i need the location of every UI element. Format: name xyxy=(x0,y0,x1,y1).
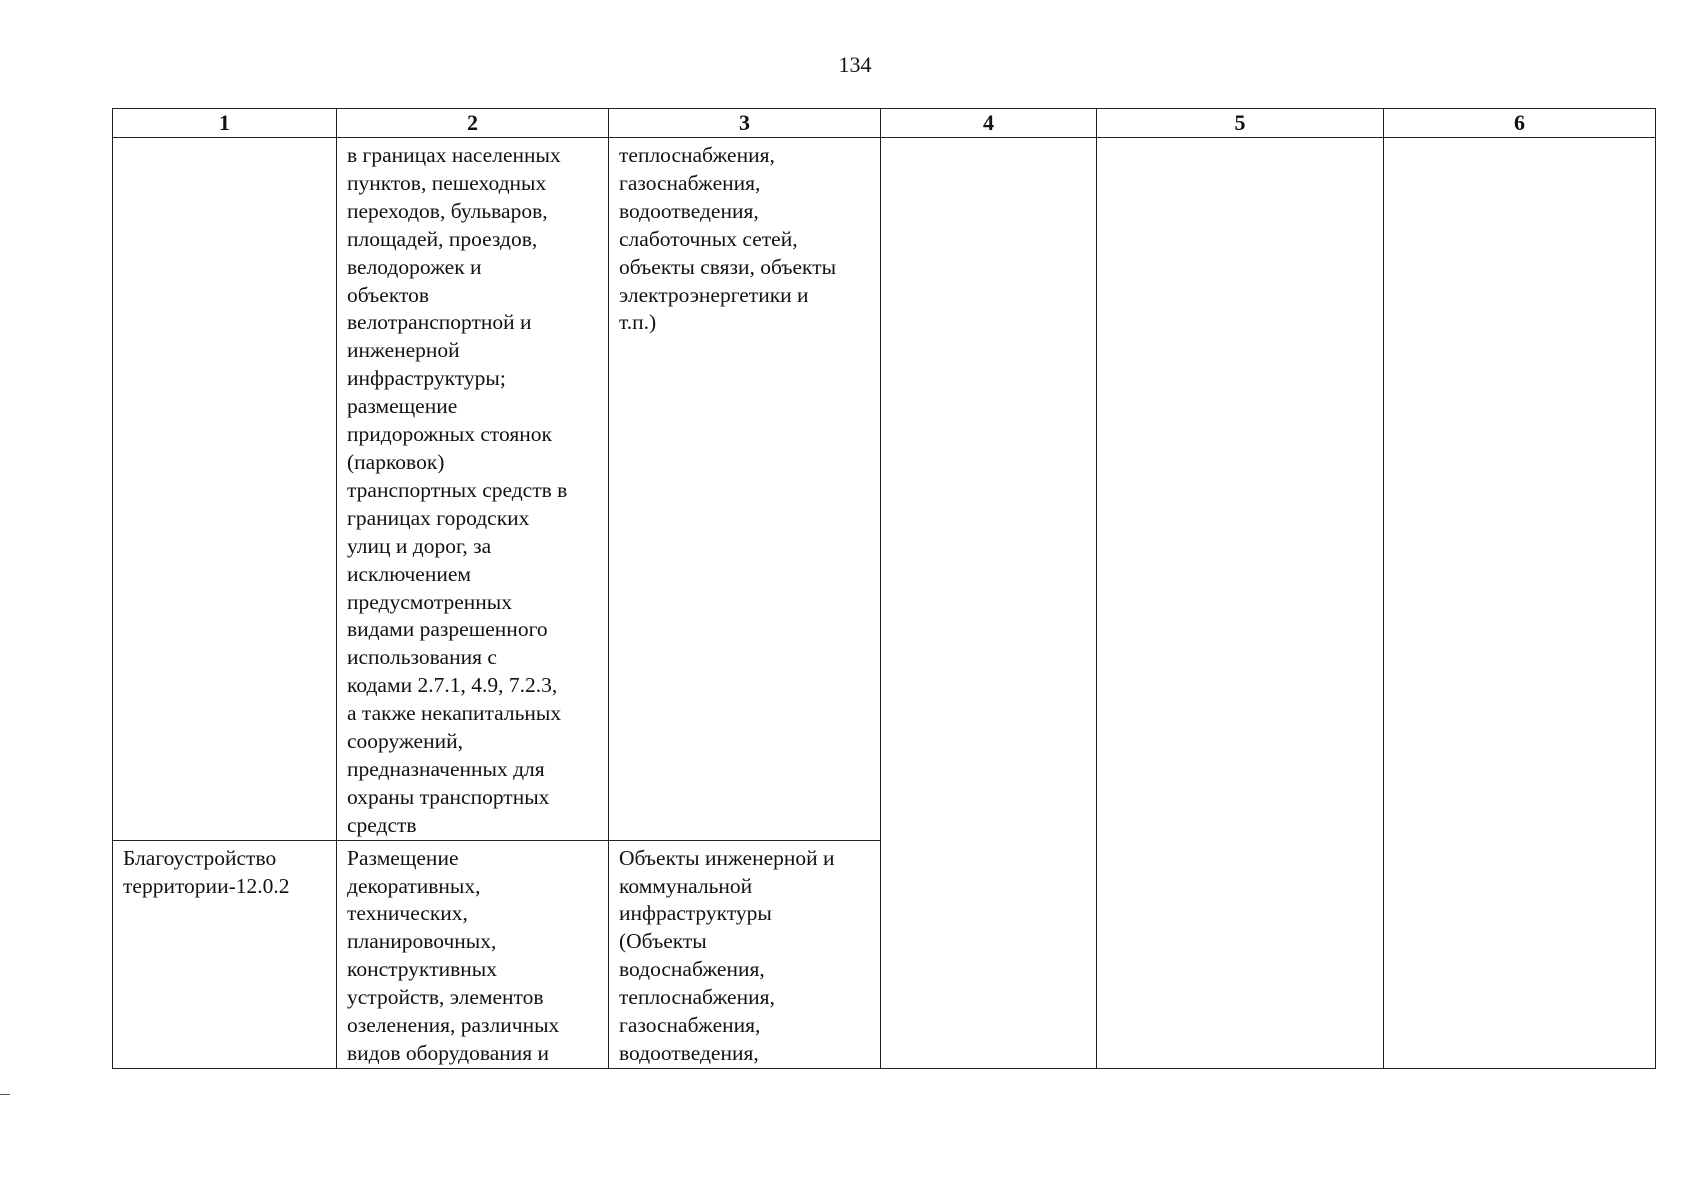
column-header-3: 3 xyxy=(609,109,881,138)
table-cell xyxy=(609,840,881,1068)
cell-text: Размещение декоративных, технических, планировочных, конструктивных устройств, элементов озеленения, различных видов оборудования и xyxy=(347,845,560,1065)
table-cell-empty xyxy=(1097,138,1384,1069)
page-number: 134 xyxy=(838,52,872,77)
cell-text xyxy=(113,138,336,142)
cell-text: Объекты инженерной и коммунальной инфраструктуры (Объекты водоснабжения, теплоснабжения, газоснабжения, водоотведения, xyxy=(619,845,835,1065)
cell-text: Благоустройство территории-12.0.2 xyxy=(123,845,290,898)
table-cell-empty xyxy=(1384,138,1656,1069)
column-header-5: 5 xyxy=(1097,109,1384,138)
cell-text: теплоснабжения, газоснабжения, водоотведения, слаботочных сетей, объекты связи, объекты электроэнергетики и т.п.) xyxy=(619,143,837,335)
regulations-table xyxy=(112,108,1656,1069)
scan-edge-mark xyxy=(0,1094,10,1095)
table-cell xyxy=(609,138,881,841)
table-cell xyxy=(337,138,609,841)
column-header-2: 2 xyxy=(337,109,609,138)
column-header-4: 4 xyxy=(881,109,1097,138)
table-row xyxy=(113,138,1656,841)
column-header-1: 1 xyxy=(113,109,337,138)
table-cell-empty xyxy=(881,138,1097,1069)
cell-text: в границах населенных пунктов, пешеходных переходов, бульваров, площадей, проездов, велодорожек и объектов велотранспортной и инженерной инфраструктуры; размещение придорожных стоянок (парковок) транспортных средств в границах городских улиц и дорог, за исключением предусмотренных видами разрешенного использования с кодами 2.7.1, 4.9, 7.2.3, а также некапитальных сооружений, предназначенных для охраны транспортных средств xyxy=(347,143,568,837)
table-cell xyxy=(113,840,337,1068)
table-cell xyxy=(113,138,337,841)
table-cell xyxy=(337,840,609,1068)
column-header-6: 6 xyxy=(1384,109,1656,138)
table-header-row xyxy=(113,109,1656,138)
